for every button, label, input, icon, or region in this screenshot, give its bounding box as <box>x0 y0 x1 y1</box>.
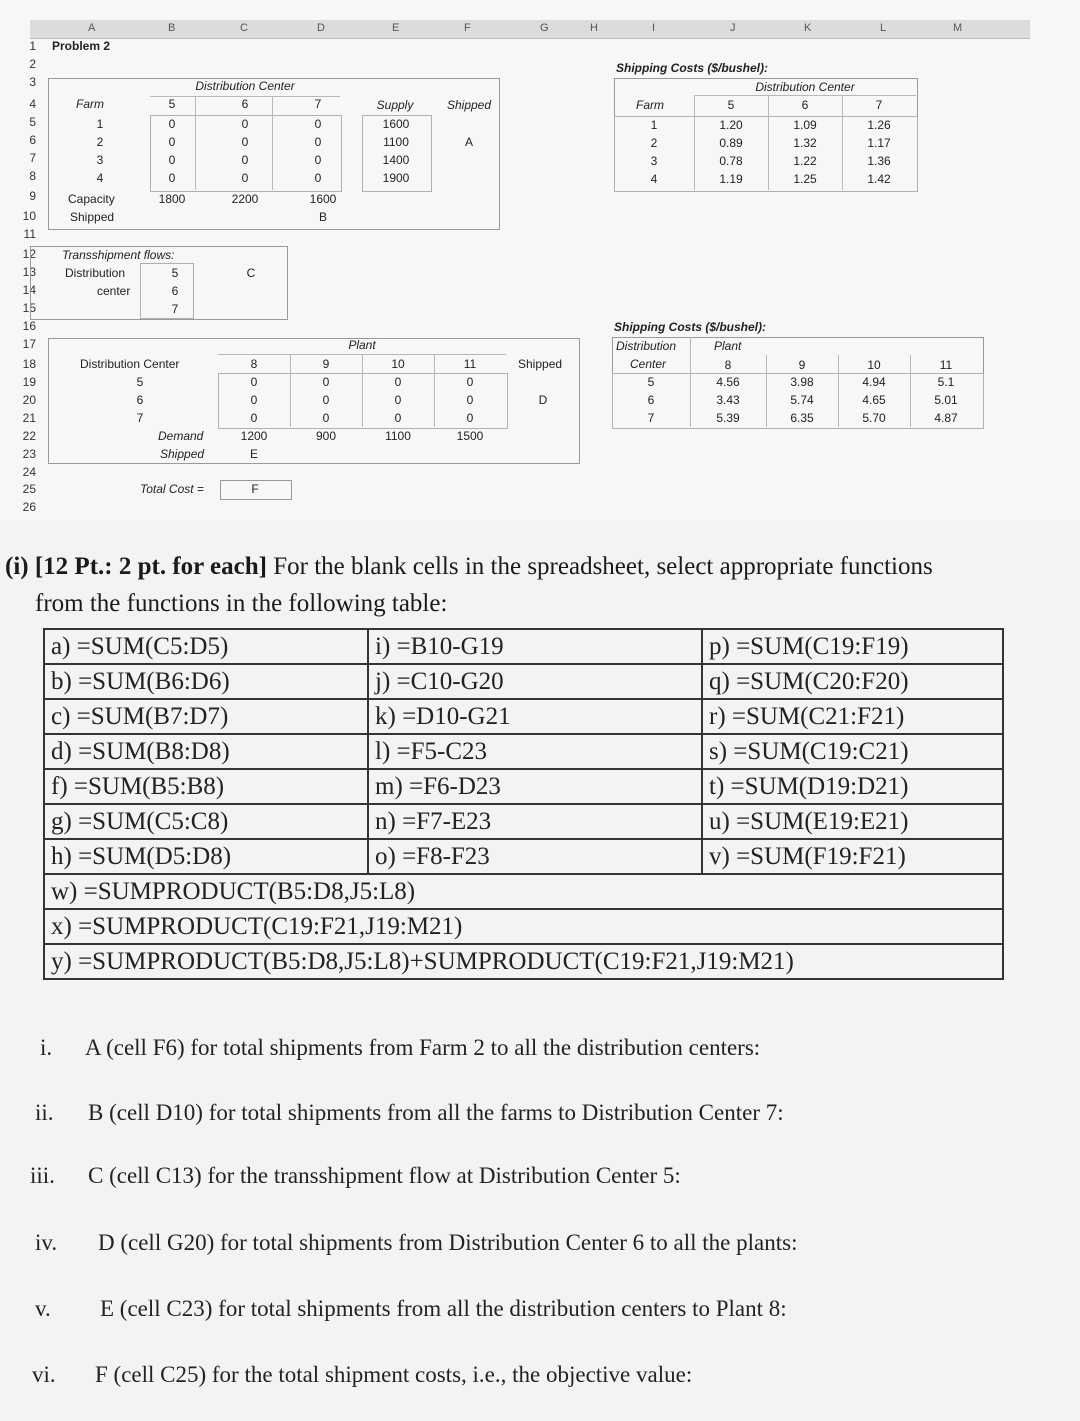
question-text: For the blank cells in the spreadsheet, select appropriate functions <box>266 553 933 580</box>
row-number[interactable]: 23 <box>22 447 36 461</box>
item-number: v. <box>35 1296 51 1321</box>
cost1-title: Shipping Costs ($/bushel): <box>616 61 768 75</box>
function-option[interactable]: m) =F6-D23 <box>368 769 702 804</box>
trans-dc5: 5 <box>171 266 179 280</box>
col-header-l[interactable]: L <box>880 22 887 34</box>
farm-number: 2 <box>96 135 104 149</box>
function-row <box>44 734 1003 769</box>
row-number[interactable]: 13 <box>22 265 36 279</box>
cost2-value[interactable]: 5.39 <box>716 411 740 425</box>
plant-flow-cell[interactable]: 0 <box>322 375 330 389</box>
cost2-dc-number: 7 <box>647 411 655 425</box>
row-number[interactable]: 25 <box>22 482 36 496</box>
function-option[interactable]: f) =SUM(B5:B8) <box>44 769 368 804</box>
row-number[interactable]: 18 <box>22 357 36 371</box>
cost2-col-8: 8 <box>724 358 732 372</box>
plant-col-11: 11 <box>463 357 477 371</box>
cost1-value[interactable]: 0.89 <box>719 136 743 150</box>
farm-label: Farm <box>76 97 104 111</box>
cost1-value[interactable]: 1.26 <box>867 118 891 132</box>
item-text: F (cell C25) for the total shipment costs, i.e., the objective value: <box>95 1362 693 1387</box>
function-option[interactable]: a) =SUM(C5:D5) <box>44 629 368 664</box>
function-row <box>44 804 1003 839</box>
trans-dc6: 6 <box>171 284 179 298</box>
cell-c23-e[interactable]: E <box>249 447 258 461</box>
cost1-farm-label: Farm <box>636 98 664 112</box>
function-option[interactable]: y) =SUMPRODUCT(B5:D8,J5:L8)+SUMPRODUCT(C19:F21,J19:M21) <box>44 944 1003 979</box>
plant-flow-cell[interactable]: 0 <box>250 375 258 389</box>
item-text: D (cell G20) for total shipments from Distribution Center 6 to all the plants: <box>98 1230 798 1255</box>
item-text: E (cell C23) for total shipments from all the distribution centers to Plant 8: <box>100 1296 787 1321</box>
row-number[interactable]: 10 <box>22 209 36 223</box>
plant-flow-cell[interactable]: 0 <box>466 411 474 425</box>
item-number: vi. <box>32 1362 56 1387</box>
farm-grid-v1 <box>195 96 196 190</box>
plant-shipped-row-label: Shipped <box>160 447 205 461</box>
demand-10[interactable]: 1100 <box>385 429 411 443</box>
farm-flow-cell[interactable]: 0 <box>314 153 322 167</box>
cost1-value[interactable]: 1.17 <box>867 136 891 150</box>
column-header-bar <box>30 20 1030 39</box>
demand-9[interactable]: 900 <box>315 429 337 443</box>
supply-value[interactable]: 1900 <box>382 171 410 185</box>
plant-dc-number: 5 <box>136 375 144 389</box>
cost2-col-9: 9 <box>798 358 806 372</box>
cost2-dc-number: 6 <box>647 393 655 407</box>
cost1-group-header: Distribution Center <box>755 80 855 94</box>
farm-dc-header: Distribution Center <box>195 79 295 93</box>
cost2-value[interactable]: 5.1 <box>937 375 955 389</box>
farm-flow-cell[interactable]: 0 <box>314 135 322 149</box>
spreadsheet <box>0 0 1080 520</box>
row-number[interactable]: 2 <box>29 57 36 71</box>
cost2-value[interactable]: 6.35 <box>790 411 814 425</box>
capacity-dc5[interactable]: 1800 <box>158 192 186 206</box>
row-number[interactable]: 9 <box>29 189 36 203</box>
row-number[interactable]: 21 <box>22 411 36 425</box>
capacity-label: Capacity <box>68 192 115 206</box>
function-row <box>44 769 1003 804</box>
plant-col-10: 10 <box>391 357 405 371</box>
cost2-value[interactable]: 4.94 <box>862 375 886 389</box>
item-text: B (cell D10) for total shipments from all the farms to Distribution Center 7: <box>88 1100 784 1125</box>
farm-shipped-row-label: Shipped <box>70 210 115 224</box>
farm-flow-cell[interactable]: 0 <box>241 135 249 149</box>
trans-label-1: Distribution <box>65 266 126 280</box>
cost2-col-11: 11 <box>939 358 953 372</box>
farm-flow-cell[interactable]: 0 <box>241 117 249 131</box>
sheet-title: Problem 2 <box>52 39 111 53</box>
row-number[interactable]: 4 <box>29 97 36 111</box>
col-header-e[interactable]: E <box>392 22 400 34</box>
col-header-c[interactable]: C <box>240 22 248 34</box>
function-row <box>44 664 1003 699</box>
farm-number: 1 <box>96 117 104 131</box>
farm-flow-cell[interactable]: 0 <box>168 171 176 185</box>
question-line-1 <box>5 553 933 581</box>
row-number[interactable]: 16 <box>22 319 36 333</box>
row-number[interactable]: 12 <box>22 247 36 261</box>
function-row <box>44 699 1003 734</box>
function-row <box>44 839 1003 874</box>
demand-8[interactable]: 1200 <box>240 429 268 443</box>
plant-flow-cell[interactable]: 0 <box>394 375 402 389</box>
function-option[interactable]: o) =F8-F23 <box>368 839 702 874</box>
cost1-value[interactable]: 1.09 <box>793 118 817 132</box>
item-number: iv. <box>35 1230 58 1255</box>
function-option[interactable]: t) =SUM(D19:D21) <box>702 769 1003 804</box>
farm-flow-cell[interactable]: 0 <box>241 153 249 167</box>
plant-col-8: 8 <box>250 357 258 371</box>
cost1-col-7: 7 <box>875 98 883 112</box>
function-option[interactable]: w) =SUMPRODUCT(B5:D8,J5:L8) <box>44 874 1003 909</box>
cost1-farm-number: 2 <box>650 136 658 150</box>
col-header-m[interactable]: M <box>953 22 963 34</box>
row-number[interactable]: 11 <box>23 227 36 241</box>
cost2-value[interactable]: 3.43 <box>716 393 740 407</box>
trans-label-2: center <box>97 284 131 298</box>
plant-dc-label: Distribution Center <box>80 357 180 371</box>
function-option[interactable]: j) =C10-G20 <box>368 664 702 699</box>
cost1-value[interactable]: 1.36 <box>867 154 891 168</box>
row-number[interactable]: 19 <box>22 375 36 389</box>
item-number: i. <box>40 1035 53 1060</box>
cost1-value[interactable]: 1.42 <box>867 172 891 186</box>
trans-title: Transshipment flows: <box>62 248 175 262</box>
function-option[interactable]: i) =B10-G19 <box>368 629 702 664</box>
row-number[interactable]: 6 <box>29 133 36 147</box>
row-number[interactable]: 24 <box>22 465 36 479</box>
farm-flow-cell[interactable]: 0 <box>168 153 176 167</box>
cost1-value[interactable]: 1.25 <box>793 172 817 186</box>
plant-flow-cell[interactable]: 0 <box>250 411 258 425</box>
item-text: A (cell F6) for total shipments from Farm 2 to all the distribution centers: <box>85 1035 761 1060</box>
row-number[interactable]: 3 <box>29 75 36 89</box>
supply-label: Supply <box>376 98 414 112</box>
function-option[interactable]: c) =SUM(B7:D7) <box>44 699 368 734</box>
col-header-f[interactable]: F <box>464 22 471 34</box>
cost2-value[interactable]: 4.56 <box>716 375 740 389</box>
item-number: iii. <box>30 1163 55 1188</box>
farm-flow-cell[interactable]: 0 <box>168 117 176 131</box>
cost2-dc-label-2: Center <box>630 357 667 371</box>
cost2-value[interactable]: 4.87 <box>934 411 958 425</box>
plant-dc-number: 6 <box>136 393 144 407</box>
plant-flow-cell[interactable]: 0 <box>394 393 402 407</box>
function-option[interactable]: p) =SUM(C19:F19) <box>702 629 1003 664</box>
function-option[interactable]: b) =SUM(B6:D6) <box>44 664 368 699</box>
row-number[interactable]: 15 <box>22 301 36 315</box>
col-header-h[interactable]: H <box>590 22 598 34</box>
farm-col-dc5: 5 <box>168 97 176 111</box>
col-header-d[interactable]: D <box>317 22 325 34</box>
farm-number: 3 <box>96 153 104 167</box>
farm-flow-cell[interactable]: 0 <box>314 171 322 185</box>
function-row-wide <box>44 944 1003 979</box>
plant-shipped-label: Shipped <box>518 357 563 371</box>
item-number: ii. <box>35 1100 54 1125</box>
cost2-dc-label-1: Distribution <box>616 339 677 353</box>
question-points: (i) [12 Pt.: 2 pt. for each] <box>5 553 267 580</box>
cost2-title: Shipping Costs ($/bushel): <box>614 320 766 334</box>
cost1-value[interactable]: 1.20 <box>719 118 743 132</box>
farm-flow-cell[interactable]: 0 <box>314 117 322 131</box>
row-number[interactable]: 17 <box>22 337 36 351</box>
supply-value[interactable]: 1400 <box>382 153 410 167</box>
cost1-value[interactable]: 0.78 <box>719 154 743 168</box>
cost2-value[interactable]: 5.74 <box>790 393 814 407</box>
farm-shipped-label: Shipped <box>446 98 492 112</box>
row-number[interactable]: 22 <box>22 429 36 443</box>
functions-table <box>43 628 1004 980</box>
capacity-dc7[interactable]: 1600 <box>309 192 337 206</box>
cost1-value[interactable]: 1.22 <box>793 154 817 168</box>
function-option[interactable]: u) =SUM(E19:E21) <box>702 804 1003 839</box>
plant-flow-cell[interactable]: 0 <box>466 393 474 407</box>
farm-grid-v2 <box>272 96 273 190</box>
plant-flow-cell[interactable]: 0 <box>250 393 258 407</box>
trans-dc7: 7 <box>171 302 179 316</box>
function-option[interactable]: n) =F7-E23 <box>368 804 702 839</box>
function-option[interactable]: h) =SUM(D5:D8) <box>44 839 368 874</box>
function-option[interactable]: s) =SUM(C19:C21) <box>702 734 1003 769</box>
function-option[interactable]: v) =SUM(F19:F21) <box>702 839 1003 874</box>
cost1-col-5: 5 <box>727 98 735 112</box>
plant-flow-cell[interactable]: 0 <box>394 411 402 425</box>
function-option[interactable]: l) =F5-C23 <box>368 734 702 769</box>
function-option[interactable]: k) =D10-G21 <box>368 699 702 734</box>
farm-flow-cell[interactable]: 0 <box>241 171 249 185</box>
cost1-farm-number: 4 <box>650 172 658 186</box>
farm-col-dc7: 7 <box>314 97 322 111</box>
col-header-g[interactable]: G <box>540 22 549 34</box>
cost2-value[interactable]: 5.01 <box>934 393 958 407</box>
plant-flow-cell[interactable]: 0 <box>466 375 474 389</box>
function-row <box>44 629 1003 664</box>
demand-label: Demand <box>158 429 204 443</box>
row-number[interactable]: 5 <box>29 115 36 129</box>
row-number[interactable]: 20 <box>22 393 36 407</box>
plant-flow-cell[interactable]: 0 <box>322 393 330 407</box>
cell-d10-b[interactable]: B <box>318 210 327 224</box>
cost1-value[interactable]: 1.19 <box>719 172 743 186</box>
function-row-wide <box>44 874 1003 909</box>
cell-c25-f[interactable]: F <box>251 482 259 496</box>
cost2-plant-label: Plant <box>714 339 742 353</box>
cost2-dc-number: 5 <box>647 375 655 389</box>
function-row-wide <box>44 909 1003 944</box>
col-header-j[interactable]: J <box>730 22 736 34</box>
col-header-i[interactable]: I <box>652 22 656 34</box>
function-option[interactable]: r) =SUM(C21:F21) <box>702 699 1003 734</box>
col-header-k[interactable]: K <box>804 22 812 34</box>
row-number[interactable]: 14 <box>22 283 36 297</box>
capacity-dc6[interactable]: 2200 <box>231 192 259 206</box>
function-option[interactable]: x) =SUMPRODUCT(C19:F21,J19:M21) <box>44 909 1003 944</box>
function-option[interactable]: d) =SUM(B8:D8) <box>44 734 368 769</box>
row-number[interactable]: 8 <box>29 169 36 183</box>
question-line-2: from the functions in the following table: <box>35 590 448 617</box>
col-header-a[interactable]: A <box>88 22 96 34</box>
supply-value[interactable]: 1100 <box>383 135 409 149</box>
function-option[interactable]: g) =SUM(C5:C8) <box>44 804 368 839</box>
farm-number: 4 <box>96 171 104 185</box>
farm-shipped-cell[interactable]: A <box>464 135 473 149</box>
cost1-col-6: 6 <box>801 98 809 112</box>
demand-11[interactable]: 1500 <box>456 429 484 443</box>
row-number[interactable]: 7 <box>29 151 36 165</box>
plant-dc-number: 7 <box>136 411 144 425</box>
cost2-value[interactable]: 3.98 <box>790 375 814 389</box>
total-cost-label: Total Cost = <box>140 482 204 496</box>
cost1-rule <box>694 95 916 96</box>
cost1-farm-number: 1 <box>650 118 658 132</box>
plant-col-9: 9 <box>322 357 330 371</box>
function-option[interactable]: q) =SUM(C20:F20) <box>702 664 1003 699</box>
plant-flow-cell[interactable]: 0 <box>322 411 330 425</box>
cost1-value[interactable]: 1.32 <box>793 136 817 150</box>
farm-flow-cell[interactable]: 0 <box>168 135 176 149</box>
cost2-value[interactable]: 4.65 <box>862 393 886 407</box>
col-header-b[interactable]: B <box>168 22 176 34</box>
row-number[interactable]: 1 <box>29 39 36 53</box>
supply-value[interactable]: 1600 <box>382 117 410 131</box>
plant-shipped-cell[interactable]: D <box>538 393 548 407</box>
cost2-col-10: 10 <box>867 358 881 372</box>
plant-group-header: Plant <box>348 338 376 352</box>
row-number[interactable]: 26 <box>22 500 36 514</box>
farm-col-dc6: 6 <box>241 97 249 111</box>
cost2-value[interactable]: 5.70 <box>862 411 886 425</box>
cell-c13-c[interactable]: C <box>246 266 256 280</box>
item-text: C (cell C13) for the transshipment flow at Distribution Center 5: <box>88 1163 681 1188</box>
cost1-farm-number: 3 <box>650 154 658 168</box>
